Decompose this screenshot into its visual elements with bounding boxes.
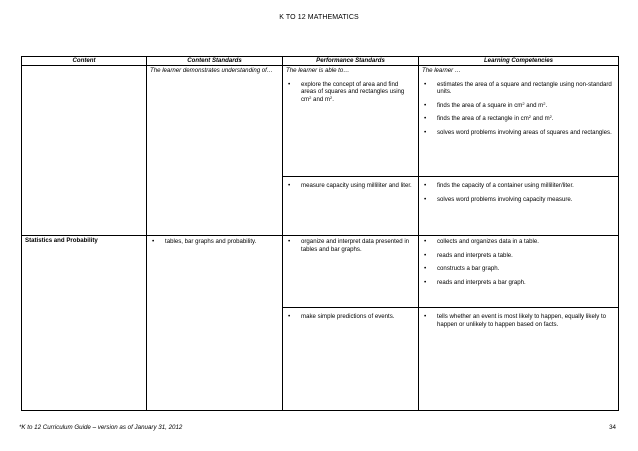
header-learning-competencies: Learning Competencies: [419, 57, 619, 66]
header-performance-standards: Performance Standards: [283, 57, 419, 66]
list-item: • measure capacity using milliliter and liter.: [286, 182, 415, 190]
performance-intro: The learner is able to…: [286, 67, 350, 74]
curriculum-table: [21, 56, 619, 411]
header-content-standards: Content Standards: [147, 57, 283, 66]
performance-cell: [283, 66, 419, 177]
competencies-cell: [419, 177, 619, 236]
performance-cell: [283, 177, 419, 236]
standards-intro: The learner demonstrates understanding of…: [150, 67, 273, 74]
list-item: • solves word problems involving areas of squares and rectangles.: [422, 129, 615, 137]
page-number: 34: [609, 424, 616, 431]
table-row: [22, 66, 619, 177]
competencies-intro: The learner …: [422, 67, 461, 74]
competencies-cell: [419, 236, 619, 308]
competencies-cell: [419, 66, 619, 177]
list-item: • solves word problems involving capacity measure.: [422, 196, 615, 204]
list-item: • constructs a bar graph.: [422, 265, 615, 273]
list-item: • finds the capacity of a container using milliliter/liter.: [422, 182, 615, 190]
competencies-cell: [419, 308, 619, 411]
list-item: • reads and interprets a bar graph.: [422, 279, 615, 287]
content-standards-cell: [147, 66, 283, 236]
content-cell-blank: [22, 66, 147, 236]
table-row: [22, 236, 619, 308]
performance-cell: [283, 308, 419, 411]
list-item: • organize and interpret data presented in tables and bar graphs.: [286, 238, 415, 253]
table-header-row: [22, 57, 619, 66]
performance-cell: [283, 236, 419, 308]
list-item: • estimates the area of a square and rectangle using non-standard units.: [422, 81, 615, 96]
content-statistics-probability: Statistics and Probability: [22, 236, 147, 411]
list-item: • finds the area of a square in $cm^2$ and $m^2$.: [422, 102, 615, 110]
list-item: • reads and interprets a table.: [422, 252, 615, 260]
list-item: • tells whether an event is most likely to happen, equally likely to happen or unlikely to happen based on facts.: [422, 313, 615, 328]
page-footer: [19, 424, 616, 431]
header-content: Content: [22, 57, 147, 66]
page-header: K TO 12 MATHEMATICS: [279, 14, 359, 21]
list-item: • finds the area of a rectangle in $cm^2$ and $m^2$.: [422, 115, 615, 123]
list-item: • explore the concept of area and find areas of squares and rectangles using $cm^2$ and $m^2$.: [286, 81, 415, 104]
footer-version-note: *K to 12 Curriculum Guide – version as of January 31, 2012: [19, 424, 183, 431]
list-item: • collects and organizes data in a table.: [422, 238, 615, 246]
list-item: • make simple predictions of events.: [286, 313, 415, 321]
list-item: • tables, bar graphs and probability.: [150, 238, 279, 246]
content-standards-cell: [147, 236, 283, 411]
